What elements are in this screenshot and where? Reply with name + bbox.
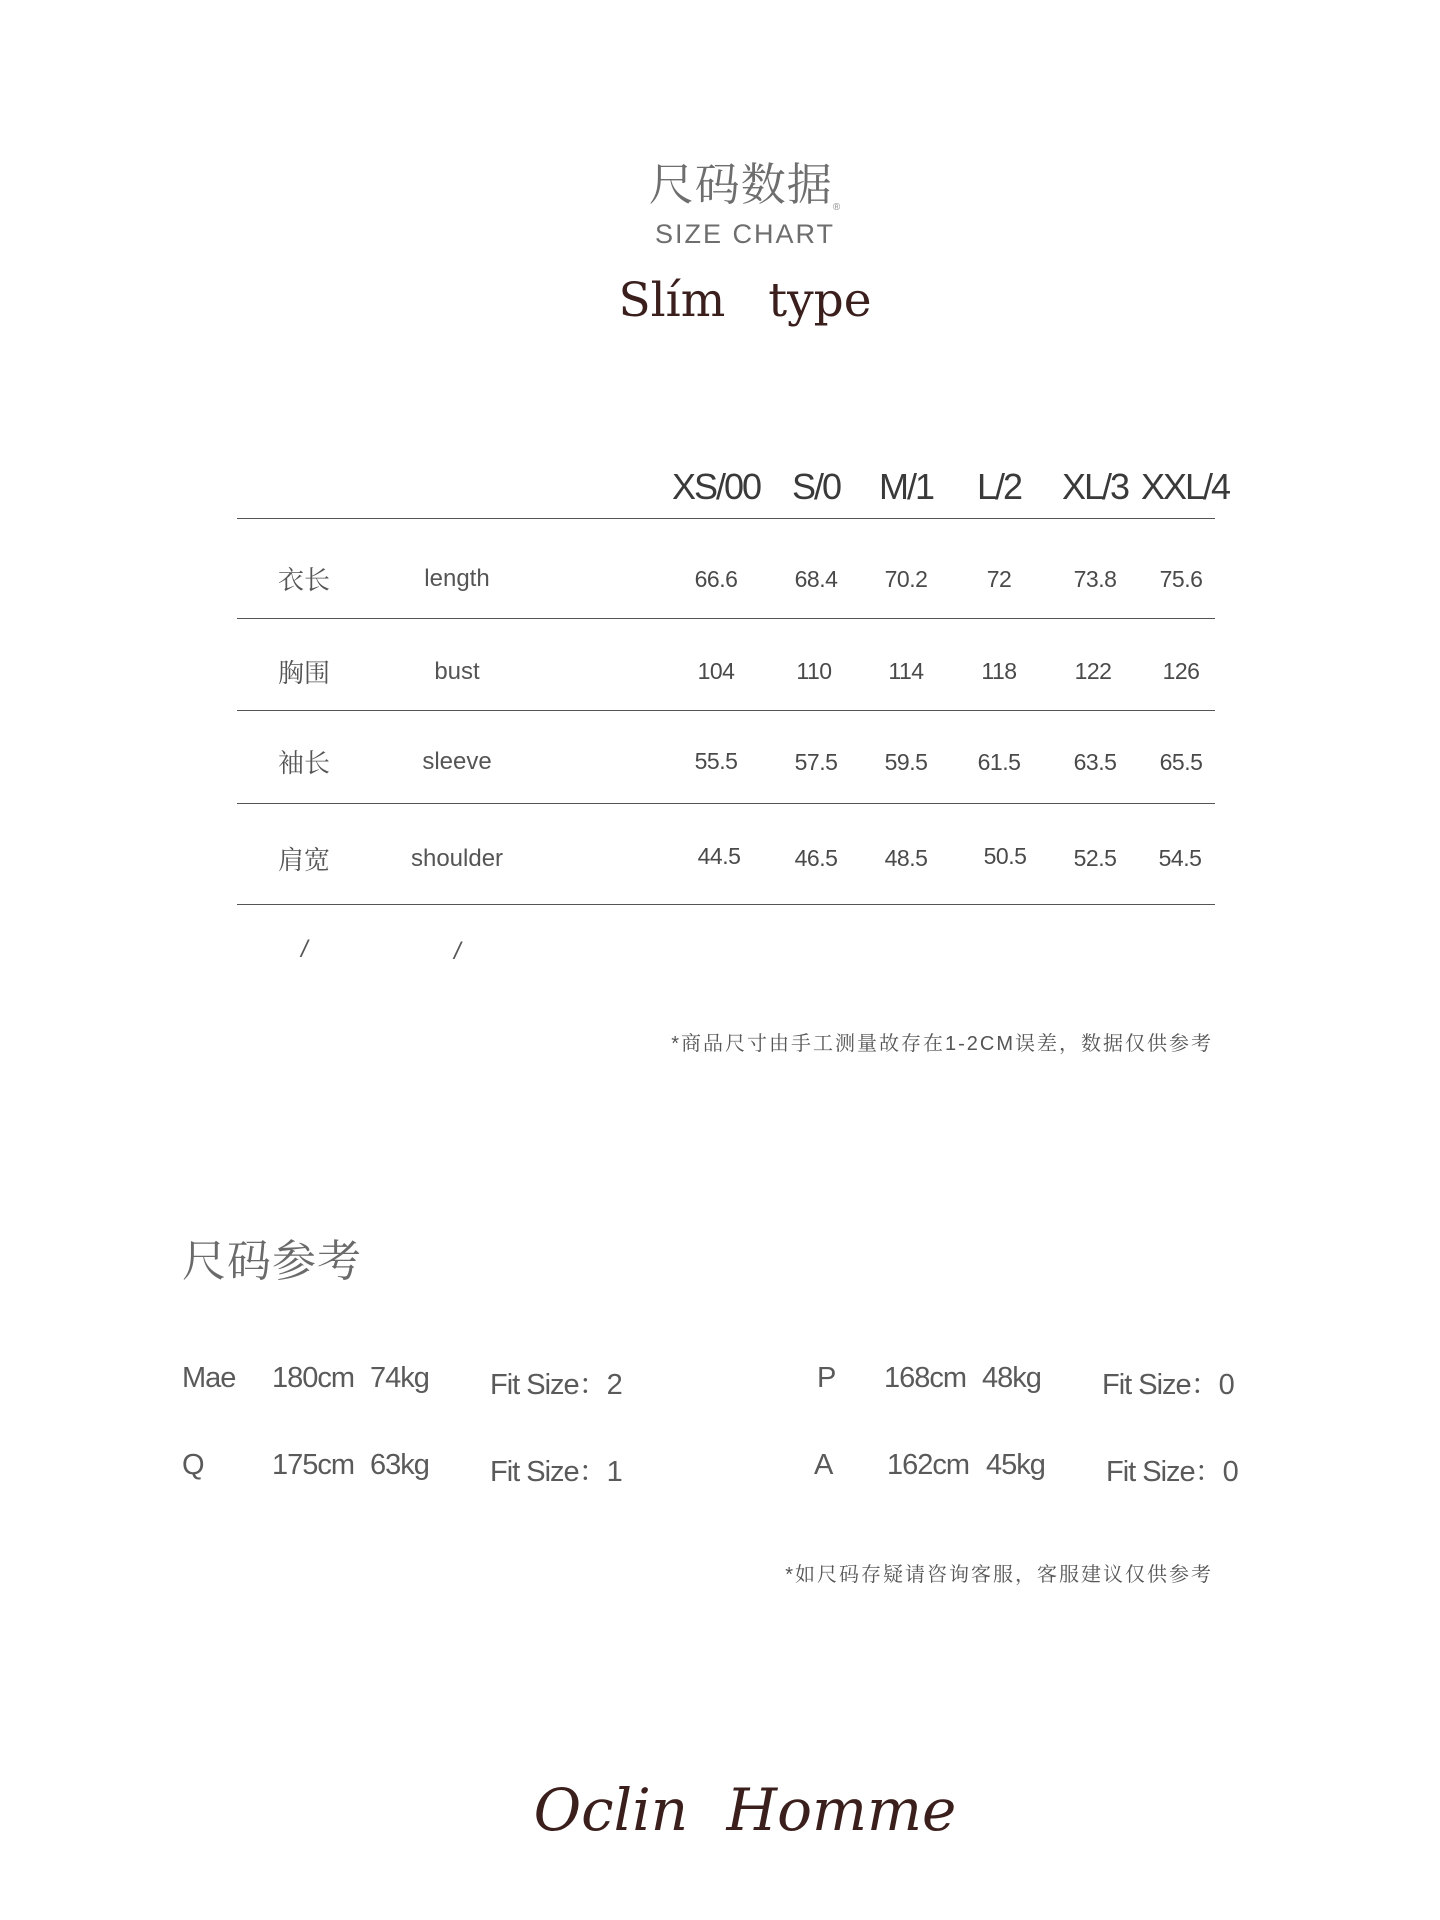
table-cell: 55.5 [694, 748, 738, 774]
row-label-en: length [424, 565, 490, 592]
table-cell: 54.5 [1158, 845, 1202, 871]
model-weight: 45kg [986, 1449, 1045, 1481]
empty-row-label-cn: / [301, 936, 308, 963]
row-label-en: sleeve [422, 748, 492, 775]
table-cell: 61.5 [977, 749, 1021, 775]
table-cell: 72 [986, 566, 1012, 592]
table-cell: 50.5 [983, 843, 1027, 869]
table-cell: 52.5 [1073, 845, 1117, 871]
customer-service-note: *如尺码存疑请咨询客服，客服建议仅供参考 [785, 1564, 1213, 1586]
row-label-cn: 衣长 [278, 565, 331, 595]
table-divider [237, 803, 1215, 804]
registered-mark: ® [832, 202, 842, 213]
table-cell: 59.5 [884, 749, 928, 775]
model-fit-size: Fit Size：1 [490, 1456, 622, 1488]
table-divider [237, 710, 1215, 711]
model-height: 168cm [884, 1362, 967, 1394]
model-height: 180cm [272, 1362, 355, 1394]
size-header-l: L/2 [976, 466, 1022, 507]
table-cell: 104 [697, 658, 735, 684]
model-weight: 74kg [370, 1362, 429, 1394]
model-fit-size: Fit Size：2 [490, 1369, 622, 1401]
model-name: P [817, 1362, 836, 1394]
row-label-cn: 袖长 [278, 748, 331, 778]
table-cell: 57.5 [794, 749, 838, 775]
table-cell: 75.6 [1159, 566, 1203, 592]
table-cell: 66.6 [694, 566, 738, 592]
page-subtitle: SIZE CHART [654, 219, 836, 249]
model-weight: 48kg [982, 1362, 1041, 1394]
size-header-m: M/1 [878, 466, 934, 507]
table-cell: 126 [1162, 658, 1200, 684]
table-cell: 63.5 [1073, 749, 1117, 775]
page-title-text: 尺码数据 [648, 159, 833, 210]
fit-type-label: Slím type [618, 273, 872, 328]
table-cell: 44.5 [697, 843, 741, 869]
table-cell: 68.4 [794, 566, 838, 592]
model-fit-size: Fit Size：0 [1106, 1456, 1238, 1488]
size-header-xxl: XXL/4 [1140, 466, 1230, 507]
table-divider [237, 904, 1215, 905]
size-header-xl: XL/3 [1061, 466, 1129, 507]
size-header-xs: XS/00 [671, 466, 761, 507]
brand-logo: Oclin Homme [533, 1776, 957, 1844]
empty-row-label-en: / [454, 938, 461, 965]
model-height: 162cm [887, 1449, 970, 1481]
size-header-s: S/0 [791, 466, 841, 507]
table-cell: 114 [888, 658, 924, 684]
row-label-en: bust [434, 658, 480, 685]
model-height: 175cm [272, 1449, 355, 1481]
model-name: A [814, 1449, 833, 1481]
table-divider [237, 618, 1215, 619]
table-cell: 65.5 [1159, 749, 1203, 775]
row-label-cn: 肩宽 [278, 845, 331, 875]
model-name: Q [182, 1449, 204, 1481]
table-cell: 48.5 [884, 845, 928, 871]
model-name: Mae [182, 1362, 236, 1394]
table-divider [237, 518, 1215, 519]
table-cell: 46.5 [794, 845, 838, 871]
measurement-note: *商品尺寸由手工测量故存在1-2CM误差，数据仅供参考 [671, 1033, 1213, 1055]
table-cell: 118 [981, 658, 1017, 684]
table-cell: 122 [1074, 658, 1112, 684]
size-reference-title: 尺码参考 [182, 1237, 362, 1286]
row-label-en: shoulder [410, 845, 504, 872]
table-cell: 70.2 [884, 566, 928, 592]
model-fit-size: Fit Size：0 [1102, 1369, 1234, 1401]
table-cell: 110 [796, 658, 832, 684]
model-weight: 63kg [370, 1449, 429, 1481]
row-label-cn: 胸围 [278, 658, 331, 688]
table-cell: 73.8 [1073, 566, 1117, 592]
page-title [0, 148, 1440, 213]
